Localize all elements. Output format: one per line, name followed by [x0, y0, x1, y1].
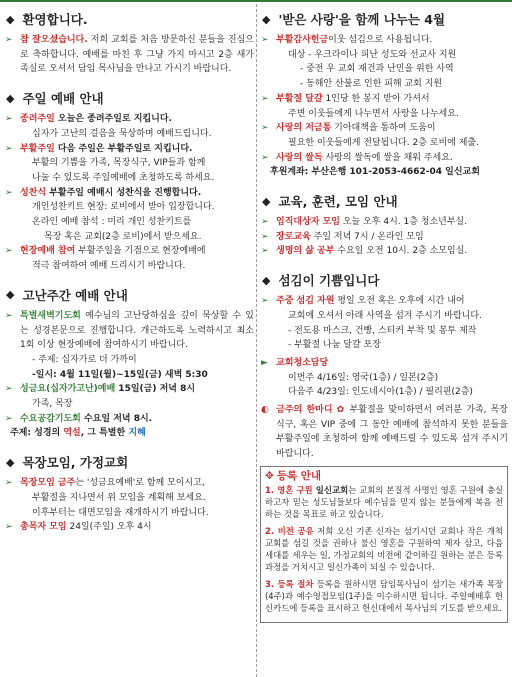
list-item: ➢ 부활주일 다음 주일은 부활주일로 지킵니다. [4, 142, 254, 157]
list-item: ➢ 목장모임 금주는 '성금요예배'로 함께 모이시고, [4, 476, 254, 491]
registration-title: ✥ 등록 안내 [265, 469, 322, 482]
list-item: ➢ 장로교육 주일 저녁 7시 / 온라인 모임 [260, 230, 508, 245]
flower-icon: ◐ [261, 405, 269, 416]
section-welcome [4, 10, 254, 28]
section-title: 교육, 훈련, 모임 안내 [278, 194, 398, 210]
wednesday-topic: 주제: 성경의 역설, 그 특별한 지혜 [10, 428, 146, 439]
list-item: ➢ 총목자 모임 24일(주일) 오후 4시 [4, 520, 254, 535]
diamond-icon: ◆ [262, 273, 271, 287]
list-item: ➢ 생명의 삶 공부 수요일 오전 10시. 2층 소모임실. [260, 244, 508, 259]
section-sharing-love [260, 10, 508, 28]
arrow-right-icon: ➢ [5, 384, 13, 395]
arrow-right-icon: ➢ [261, 217, 269, 228]
list-item: ➢ 수요공감기도회 수요일 저녁 8시. [4, 412, 254, 427]
diamond-icon: ◆ [6, 455, 15, 469]
section-title: 주일 예배 안내 [22, 91, 104, 107]
section-sunday-worship [4, 89, 254, 107]
diamond-icon: ◆ [6, 91, 15, 105]
section-cell-group [4, 453, 254, 471]
arrow-right-icon: ➢ [5, 187, 13, 198]
arrow-right-icon: ➢ [261, 35, 269, 45]
arrow-right-icon: ➢ [5, 246, 13, 257]
list-item: ◐ 금주의 한마디 ✿ 부활절을 맞이하면서 여러분 가족, 목장 식구, 혹은 VIP 중에 그 동안 예배에 참석하지 못한 분들을 부활주일에 초청하여 함께 예배드릴 수 있도록 섬겨 주시기 바랍니다. [261, 405, 508, 460]
arrow-right-icon: ➢ [261, 231, 269, 242]
cross-icon: ✥ [265, 469, 274, 482]
arrow-right-icon: ➢ [5, 522, 13, 533]
diamond-icon: ◆ [262, 194, 271, 208]
section-education [260, 192, 508, 210]
list-item: ► 교회청소담당 [260, 356, 508, 371]
arrow-right-icon: ➢ [5, 114, 13, 125]
list-item: ➢ 종려주일 오늘은 종려주일로 지킵니다. [4, 112, 254, 127]
list-item: ➢ 특별새벽기도회 예수님의 고난당하심을 깊이 묵상할 수 있는 성경본문으로 진행합니다. 개근하도록 노력하시고 최소 1회 이상 현장예배에 참여하시기 바랍니다. [5, 310, 254, 351]
arrow-right-icon: ➢ [5, 35, 13, 45]
left-column: ◆ 환영합니다. ➢ 참 잘오셨습니다. 저희 교회를 처음 방문하신 분들을 진심으로 축하합니다. 예배를 마친 후 그냥 가지 마시고 2층 새가족실로 오셔서 담임 목사님을 만나고 가시기 바랍니다. ◆ 주일 예배 안내 ➢ 종려주일 오늘은 종려주일로 지킵니다. 십자가 고난의 걸음을 묵상하며 예배드립니다. ➢ 부활주일 다음 주일은 부활주일로 지킵니다. 부활의 기쁨을 가족, 목장식구, VIP들과 함께 나눌 수 있도록 주일예배에 초청하도록 하세요. ➢ 성찬식 부활주일 예배시 성찬식을 진행합니다. 개인성찬키트 현장: 로비에서 받아 입장합니다. 온라인 예배 참석 : 미리 개인 성찬키트를 목장 혹은 교회(2층 로비)에서 받으세요. ➢ 현장예배 참여 부활주일을 기점으로 현장예배에 적극 참여하여 예배 드리시기 바랍니다. ◆ 고난주간 예배 안내 ➢ 특별새벽기도회 예수님의 고난당하심을 깊이 묵상할 수 있는 성경본문으로 진행합니다. 개근하도록 노력하시고 최소 1회 이상 현장예배에 참여하시기 바랍니다. - 주제: 십자가로 더 가까이 -일시: 4월 11일(월)~15일(금) 새벽 5:30 ➢ 성금요(십자가고난)예배 15일(금) 저녁 8시 가족, 목장 ➢ 수요공감기도회 수요일 저녁 8시. 주제: 성경의 역설, 그 특별한 지혜 ◆ 목장모임, 가정교회 ➢ 목장모임 금주는 '성금요예배'로 함께 모이시고, 부활절을 지나면서 위 모임을 계획해 보세요. 이후부터는 대면모임을 재개하시기 바랍니다. ➢ 총목자 모임 24일(주일) 오후 4시 [4, 6, 254, 677]
list-item: ➢ 임직대상자 모임 오늘 오후 4시. 1층 청소년부실. [260, 215, 508, 230]
section-serving [260, 271, 508, 289]
arrow-right-icon: ► [261, 357, 268, 368]
registration-box [260, 466, 508, 623]
arrow-right-icon: ➢ [5, 310, 13, 321]
list-item: ➢ 성찬식 부활주일 예배시 성찬식을 진행합니다. [4, 186, 254, 201]
section-title: 환영합니다. [22, 12, 88, 27]
diamond-icon: ◆ [6, 288, 15, 302]
registration-paragraph: 1. 영혼 구원 일신교회는 교회의 본질적 사명인 영혼 구원에 충실하고자 믿는 성도님들보다 예수님을 믿지 않는 분들에게 복음 전하는 것을 목표로 하고 있습니다. [265, 484, 503, 519]
arrow-right-icon: ➢ [5, 143, 13, 154]
list-item: ➢ 성금요(십자가고난)예배 15일(금) 저녁 8시 [4, 382, 254, 397]
arrow-right-icon: ➢ [261, 152, 269, 163]
arrow-right-icon: ➢ [5, 478, 13, 489]
diamond-icon: ◆ [262, 12, 271, 26]
section-title: 고난주간 예배 안내 [22, 287, 128, 303]
right-column: ◆ '받은 사랑'을 함께 나누는 4월 ➢ 부활감사헌금이웃 섬김으로 사용됩니다. 대상 - 우크라이나 피난 성도와 선교사 지원 - 중전 우 교회 재건과 난민을 위한 사역 - 동해안 산불로 인한 피해 교회 지원 ➢ 부활절 달걀 1인당 한 봉지 받아 가셔서 주변 이웃들에게 나누면서 사랑을 나누세요. ➢ 사랑의 저금통 기아대책을 통하여 도움이 필요한 이웃들에게 전달됩니다. 2층 로비에 제출. ➢ 사랑의 쌀독 사랑의 쌀독에 쌀을 채워 주세요. 후원계좌: 부산은행 101-2053-4662-04 일신교회 ◆ 교육, 훈련, 모임 안내 ➢ 임직대상자 모임 오늘 오후 4시. 1층 청소년부실. ➢ 장로교육 주일 저녁 7시 / 온라인 모임 ➢ 생명의 삶 공부 수요일 오전 10시. 2층 소모임실. ◆ 섬김이 기쁨입니다 ➢ 주중 섬김 자원 평일 오전 혹은 오후에 시간 내어 교회에 오셔서 아래 사역을 섬겨 주시기 바랍니다. - 전도용 마스크, 건빵, 스티커 부착 및 봉투 제작 - 부활절 나눔 달걀 포장 ► 교회청소담당 이번주 4/16일: 영국(1층) / 일본(2층) 다음주 4/23일: 인도네시아(1층) / 필리핀(2층) ◐ 금주의 한마디 ✿ 부활절을 맞이하면서 여러분 가족, 목장 식구, 혹은 VIP 중에 그 동안 예배에 참석하지 못한 분들을 부활주일에 초청하여 함께 예배드릴 수 있도록 섬겨 주시기 바랍니다. ✥ 등록 안내 1. 영혼 구원 일신교회는 교회의 본질적 사명인 영혼 구원에 충실하고자 믿는 성도님들보다 예수님을 믿지 않는 분들에게 복음 전하는 것을 목표로 하고 있습니다. 2. 비전 공유 저희 오신 기존 신자는 섬기시던 교회나 작은 개척교회를 섬길 것을 권하나 불신 영혼을 구원하여 제자 삼고, 다음 세대를 세우는 일, 가정교회의 비전에 같이하길 원하는 분은 등록 과정을 거치시고 일신가족이 되실 수 있습니다. 3. 등록 절차 등록을 원하시면 담임목사님이 섬기는 새가족 목장(4주)과 예수영접모임(1주)을 이수하시면 됩니다. 주일예배후 헌신카드에 등록을 표시하고 헌신대에서 목사님의 기도를 받으세요. [260, 6, 508, 677]
arrow-right-icon: ➢ [261, 123, 269, 134]
registration-paragraph: 2. 비전 공유 저희 오신 기존 신자는 섬기시던 교회나 작은 개척교회를 섬길 것을 권하나 불신 영혼을 구원하여 제자 삼고, 다음 세대를 세우는 일, 가정교회의 비전에 같이하길 원하는 분은 등록 과정을 거치시고 일신가족이 되실 수 있습니다. [265, 525, 504, 572]
list-item: ➢ 주중 섬김 자원 평일 오전 혹은 오후에 시간 내어 [260, 294, 508, 309]
section-title: 섬김이 기쁨입니다 [278, 273, 380, 289]
section-title: 목장모임, 가정교회 [22, 455, 129, 471]
arrow-right-icon: ➢ [261, 246, 269, 257]
column-divider [256, 4, 257, 677]
list-item: ➢ 현장예배 참여 부활주일을 기점으로 현장예배에 [4, 244, 254, 259]
list-item: ➢ 사랑의 저금통 기아대책을 통하여 도움이 [260, 121, 508, 136]
arrow-right-icon: ➢ [5, 413, 13, 424]
donation-account: 후원계좌: 부산은행 101-2053-4662-04 일신교회 [270, 167, 480, 178]
flower-icon: ✿ [332, 405, 346, 416]
section-title: '받은 사랑'을 함께 나누는 4월 [278, 12, 446, 27]
arrow-right-icon: ➢ [261, 296, 269, 307]
list-item: ➢ 부활감사헌금이웃 섬김으로 사용됩니다. [260, 33, 508, 48]
list-item: ➢ 부활절 달걀 1인당 한 봉지 받아 가셔서 [260, 92, 508, 107]
arrow-right-icon: ➢ [261, 93, 269, 104]
list-item: ➢ 사랑의 쌀독 사랑의 쌀독에 쌀을 채워 주세요. [260, 151, 508, 166]
registration-paragraph: 3. 등록 절차 등록을 원하시면 담임목사님이 섬기는 새가족 목장(4주)과 예수영접모임(1주)을 이수하시면 됩니다. 주일예배후 헌신카드에 등록을 표시하고 헌신대에서 목사님의 기도를 받으세요. [265, 578, 503, 613]
section-holy-week [4, 286, 254, 304]
list-item: ➢ 참 잘오셨습니다. 저희 교회를 처음 방문하신 분들을 진심으로 축하합니다. 예배를 마친 후 그냥 가지 마시고 2층 새가족실로 오셔서 담임 목사님을 만나고 가시기 바랍니다. [5, 35, 254, 75]
diamond-icon: ◆ [6, 12, 15, 26]
